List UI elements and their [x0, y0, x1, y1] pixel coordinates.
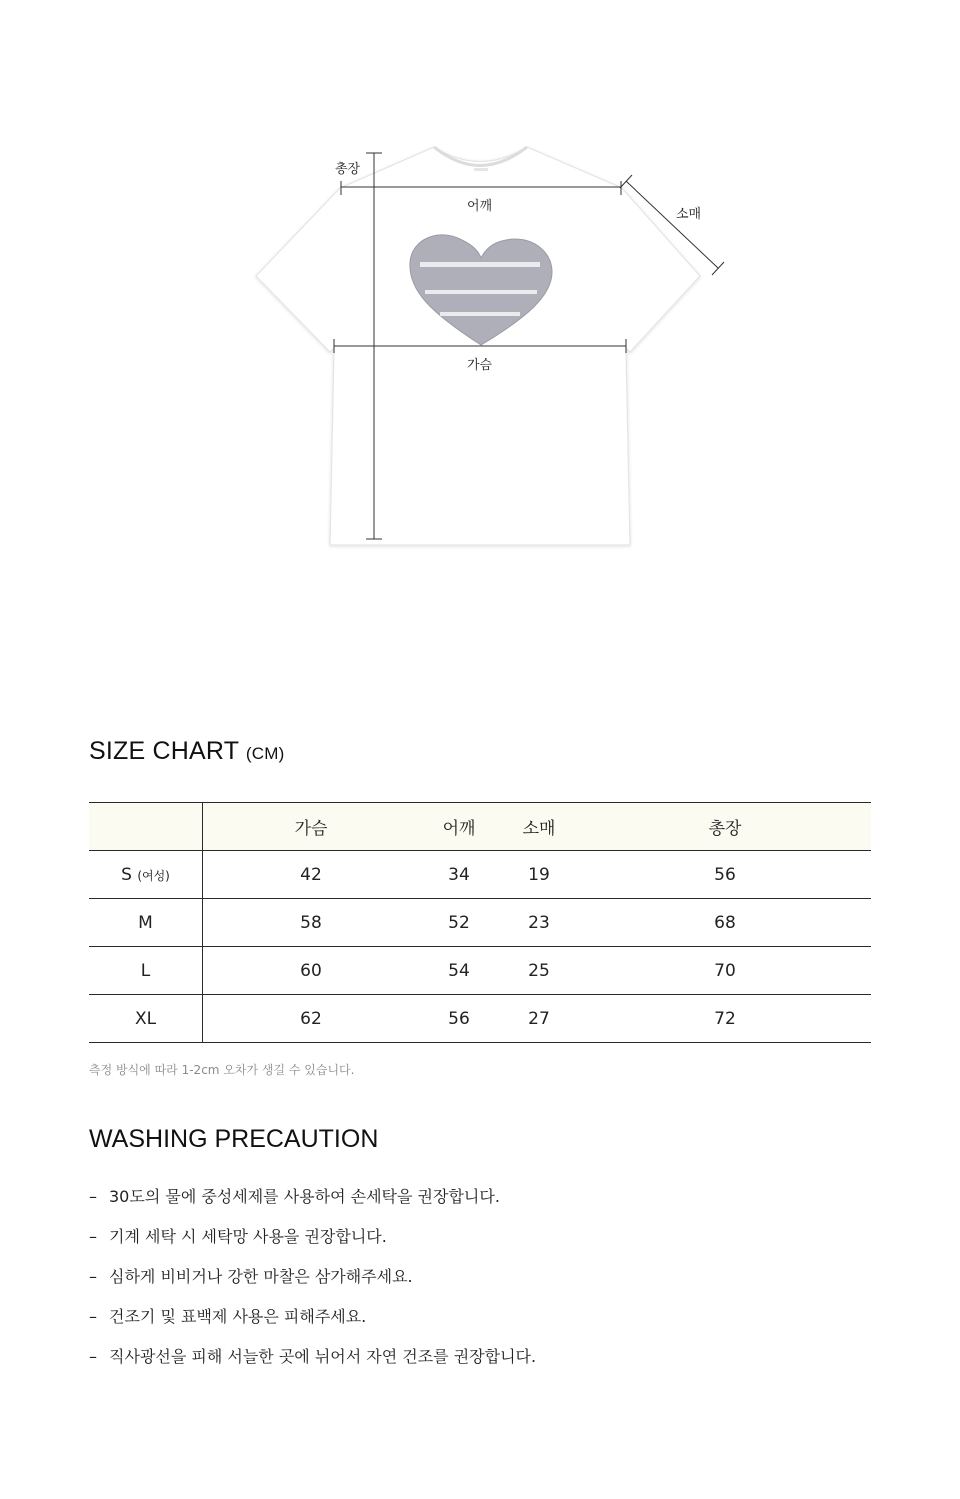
chest-label: 가슴: [467, 358, 493, 373]
measurement-note: 측정 방식에 따라 1-2cm 오차가 생길 수 있습니다.: [89, 1063, 355, 1077]
dash-bullet: –: [89, 1227, 97, 1246]
list-item-text: 건조기 및 표백제 사용은 피해주세요.: [109, 1307, 367, 1326]
size-sub-label: (여성): [137, 868, 170, 883]
washing-list: [89, 1183, 536, 1383]
value-cell: 60: [203, 947, 420, 995]
value-cell: 58: [203, 899, 420, 947]
value-cell: 19: [499, 851, 579, 899]
value-cell: 56: [419, 995, 499, 1043]
value-cell: 25: [499, 947, 579, 995]
value-cell: 52: [419, 899, 499, 947]
size-cell: [89, 899, 203, 947]
size-label: M: [138, 912, 153, 933]
value-cell: 56: [579, 851, 871, 899]
header-cell-shoulder: 어깨: [419, 803, 499, 851]
list-item: [89, 1223, 536, 1263]
header-cell-sleeve: 소매: [499, 803, 579, 851]
header-cell-empty: [89, 803, 203, 851]
size-chart-title: [89, 737, 284, 766]
list-item-text: 직사광선을 피해 서늘한 곳에 뉘어서 자연 건조를 권장합니다.: [109, 1347, 537, 1366]
size-label: L: [140, 960, 151, 981]
dash-bullet: –: [89, 1347, 97, 1366]
size-chart-unit: (CM): [245, 744, 285, 763]
size-cell: [89, 947, 203, 995]
value-cell: 23: [499, 899, 579, 947]
list-item-text: 30도의 물에 중성세제를 사용하여 손세탁을 권장합니다.: [109, 1187, 500, 1206]
size-label: S: [121, 864, 132, 885]
value-cell: 62: [203, 995, 420, 1043]
list-item: [89, 1263, 536, 1303]
list-item-text: 기계 세탁 시 세탁망 사용을 권장합니다.: [109, 1227, 387, 1246]
size-chart-header-row: [89, 803, 871, 851]
size-chart-title-text: SIZE CHART: [89, 737, 239, 765]
value-cell: 54: [419, 947, 499, 995]
dash-bullet: –: [89, 1187, 97, 1206]
table-row: [89, 947, 871, 995]
size-cell: [89, 995, 203, 1043]
value-cell: 27: [499, 995, 579, 1043]
table-row: [89, 899, 871, 947]
shoulder-label: 어깨: [467, 199, 493, 214]
value-cell: 70: [579, 947, 871, 995]
list-item: [89, 1343, 536, 1383]
size-cell: [89, 851, 203, 899]
value-cell: 42: [203, 851, 420, 899]
list-item-text: 심하게 비비거나 강한 마찰은 삼가해주세요.: [109, 1267, 413, 1286]
table-row: [89, 851, 871, 899]
header-cell-length: 총장: [579, 803, 871, 851]
table-row: [89, 995, 871, 1043]
total-length-label: 총장: [335, 162, 361, 177]
value-cell: 72: [579, 995, 871, 1043]
dash-bullet: –: [89, 1267, 97, 1286]
dash-bullet: –: [89, 1307, 97, 1326]
list-item: [89, 1303, 536, 1343]
list-item: [89, 1183, 536, 1223]
tshirt-icon: [0, 0, 960, 640]
measurement-diagram: [0, 0, 960, 640]
header-cell-chest: 가슴: [203, 803, 420, 851]
value-cell: 68: [579, 899, 871, 947]
size-label: XL: [134, 1008, 157, 1029]
sleeve-label: 소매: [676, 207, 702, 222]
value-cell: 34: [419, 851, 499, 899]
size-chart-table: [89, 802, 871, 1043]
washing-title: WASHING PRECAUTION: [89, 1125, 379, 1153]
